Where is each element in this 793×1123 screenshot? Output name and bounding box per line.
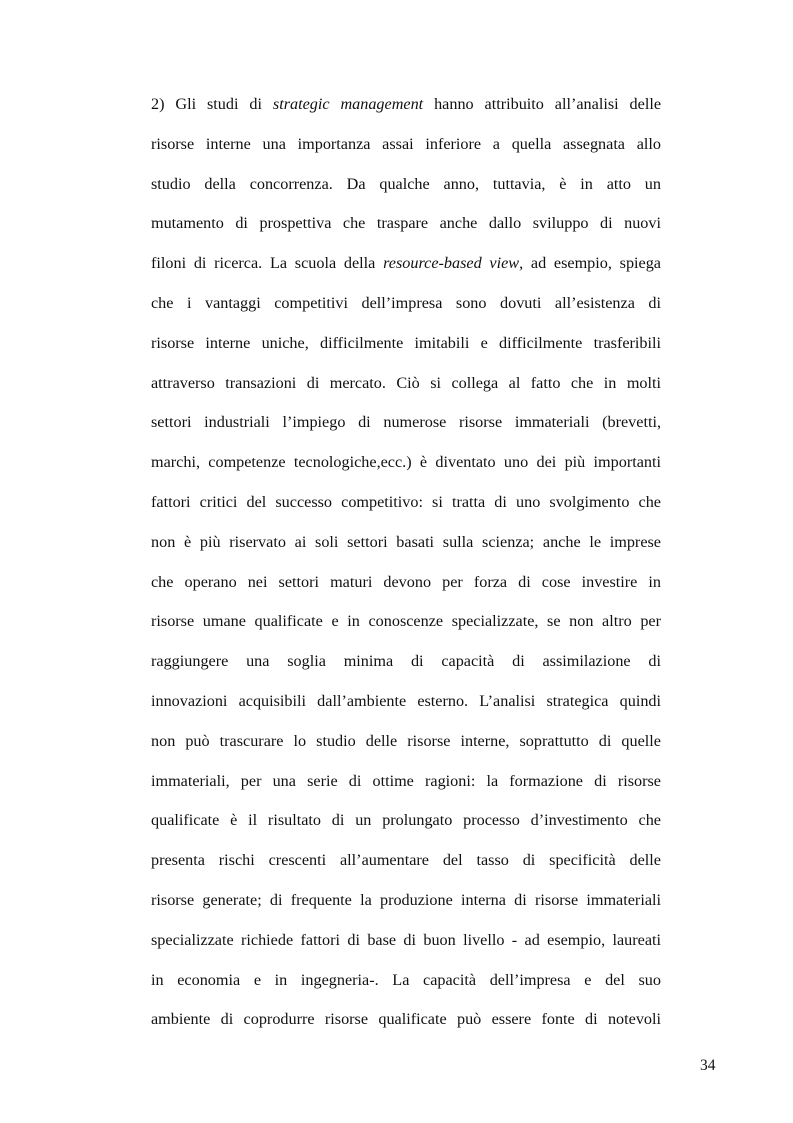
text-line [151, 244, 661, 284]
text-line [151, 284, 661, 324]
line-segment: marchi, competenze tecnologiche,ecc.) è diventato uno dei più importanti [151, 453, 661, 472]
line-segment: presenta rischi crescenti all’aumentare del tasso di specificità delle [151, 851, 661, 870]
text-line [151, 403, 661, 443]
text-line [151, 523, 661, 563]
line-segment: in economia e in ingegneria-. La capacità dell’impresa e del suo [151, 970, 661, 989]
line-segment: risorse interne una importanza assai inferiore a quella assegnata allo [151, 134, 661, 153]
text-line [151, 85, 661, 125]
text-line [151, 563, 661, 603]
text-line [151, 364, 661, 404]
line-segment: innovazioni acquisibili dall’ambiente esterno. L’analisi strategica quindi [151, 691, 661, 710]
text-line [151, 841, 661, 881]
line-segment: studio della concorrenza. Da qualche anno, tuttavia, è in atto un [151, 174, 661, 193]
line-segment: , ad esempio, spiega [519, 254, 661, 273]
line-segment: attraverso transazioni di mercato. Ciò si collega al fatto che in molti [151, 373, 661, 392]
line-segment: risorse interne uniche, difficilmente imitabili e difficilmente trasferibili [151, 333, 661, 352]
text-line [151, 801, 661, 841]
line-segment: hanno attribuito all’analisi delle [423, 95, 661, 113]
line-segment: 2) Gli studi di [151, 95, 273, 113]
text-line [151, 722, 661, 762]
italic-term-strategic-management: strategic management [272, 95, 424, 113]
text-line [151, 324, 661, 364]
line-segment: mutamento di prospettiva che traspare anche dallo sviluppo di nuovi [151, 214, 661, 233]
line-segment: non può trascurare lo studio delle risorse interne, soprattutto di quelle [151, 731, 661, 750]
text-line [151, 602, 661, 642]
page-number: 34 [700, 1057, 716, 1074]
line-segment: ambiente di coprodurre risorse qualificate può essere fonte di notevoli [151, 1010, 661, 1029]
line-segment: che i vantaggi competitivi dell’impresa sono dovuti all’esistenza di [151, 293, 661, 312]
line-segment: non è più riservato ai soli settori basati sulla scienza; anche le imprese [151, 532, 661, 551]
text-line [151, 125, 661, 165]
text-line [151, 483, 661, 523]
line-segment: che operano nei settori maturi devono per forza di cose investire in [151, 572, 661, 591]
line-segment: risorse generate; di frequente la produzione interna di risorse immateriali [151, 890, 661, 909]
text-line [151, 443, 661, 483]
text-line [151, 204, 661, 244]
line-segment: immateriali, per una serie di ottime ragioni: la formazione di risorse [151, 771, 661, 790]
text-line [151, 165, 661, 205]
line-segment: specializzate richiede fattori di base di buon livello - ad esempio, laureati [151, 930, 661, 949]
line-segment: filoni di ricerca. La scuola della [151, 254, 384, 273]
text-line [151, 1000, 661, 1040]
italic-term-resource-based-view: resource-based view [383, 254, 520, 273]
line-segment: settori industriali l’impiego di numerose risorse immateriali (brevetti, [151, 413, 661, 432]
text-line [151, 762, 661, 802]
text-line [151, 642, 661, 682]
body-paragraph [151, 85, 661, 1040]
text-line [151, 881, 661, 921]
text-line [151, 682, 661, 722]
text-line [151, 921, 661, 961]
line-segment: raggiungere una soglia minima di capacità di assimilazione di [151, 652, 661, 671]
line-segment: fattori critici del successo competitivo: si tratta di uno svolgimento che [151, 492, 661, 511]
line-segment: risorse umane qualificate e in conoscenze specializzate, se non altro per [151, 612, 661, 631]
text-line [151, 961, 661, 1001]
line-segment: qualificate è il risultato di un prolungato processo d’investimento che [151, 811, 661, 830]
